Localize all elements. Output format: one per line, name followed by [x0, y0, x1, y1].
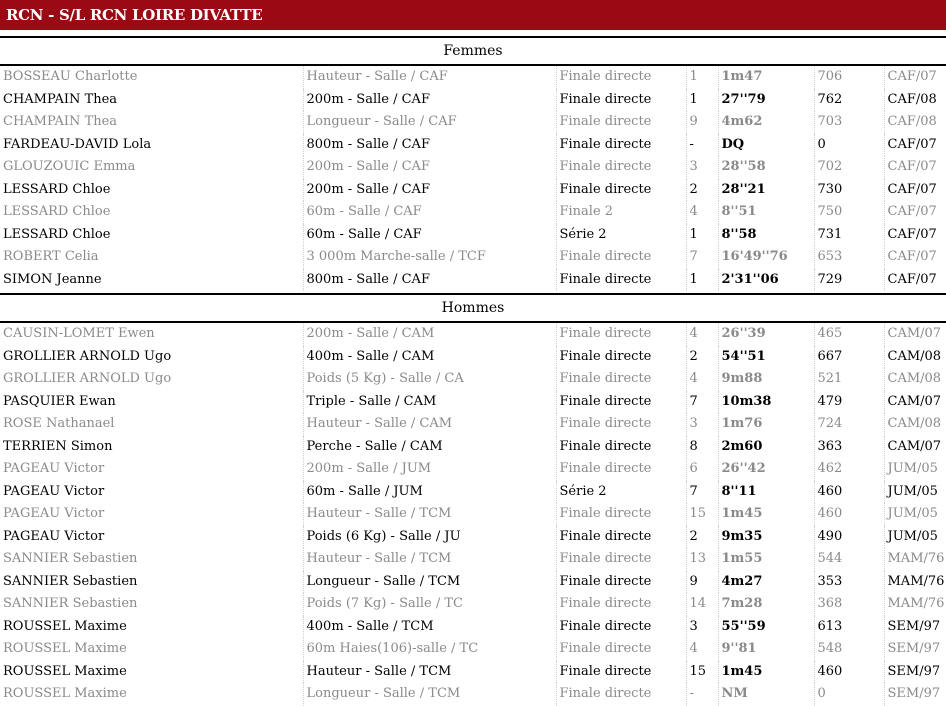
- category-cell: SEM/97: [887, 618, 941, 634]
- category-cell: CAM/07: [887, 393, 942, 409]
- category-cell: CAM/07: [887, 326, 942, 341]
- round-cell: Finale directe: [556, 571, 686, 594]
- table-row: [0, 323, 946, 346]
- points-cell: 479: [814, 391, 884, 414]
- round-cell: Finale directe: [556, 503, 686, 526]
- event-cell: 3 000m Marche-salle / TCF: [303, 246, 556, 269]
- page-header: [0, 0, 946, 30]
- table-row: [0, 481, 946, 504]
- round-cell: Finale directe: [556, 269, 686, 292]
- athlete-name-cell: PAGEAU Victor: [0, 503, 303, 526]
- athlete-name-cell: LESSARD Chloe: [0, 224, 303, 247]
- athlete-name-cell: SANNIER Sebastien: [0, 548, 303, 571]
- performance-cell: 55''59: [718, 616, 814, 639]
- place-cell: 7: [686, 391, 718, 414]
- points-cell: 368: [814, 593, 884, 616]
- table-row: [0, 413, 946, 436]
- event-cell: 60m Haies(106)-salle / TC: [303, 638, 556, 661]
- round-cell: Finale directe: [556, 683, 686, 706]
- event-cell: 200m - Salle / CAF: [303, 156, 556, 179]
- athlete-name-cell: ROSE Nathanael: [0, 413, 303, 436]
- athlete-name-cell: GROLLIER ARNOLD Ugo: [0, 368, 303, 391]
- event-cell: Longueur - Salle / CAF: [303, 111, 556, 134]
- category-cell: SEM/97: [887, 686, 941, 701]
- event-cell: Hauteur - Salle / CAM: [303, 413, 556, 436]
- place-cell: -: [686, 134, 718, 157]
- category-cell: CAF/07: [887, 271, 937, 287]
- category-cell: CAF/07: [887, 181, 937, 197]
- event-cell: 800m - Salle / CAF: [303, 269, 556, 292]
- performance-cell: 27''79: [718, 89, 814, 112]
- category-cell: CAF/08: [887, 114, 937, 129]
- round-cell: Finale directe: [556, 111, 686, 134]
- place-cell: 7: [686, 481, 718, 504]
- performance-cell: 54''51: [718, 346, 814, 369]
- points-cell: 653: [814, 246, 884, 269]
- performance-cell: 28''21: [718, 179, 814, 202]
- performance-cell: 10m38: [718, 391, 814, 414]
- athlete-name-cell: PASQUIER Ewan: [0, 391, 303, 414]
- athlete-name-cell: PAGEAU Victor: [0, 458, 303, 481]
- points-cell: 667: [814, 346, 884, 369]
- table-row: [0, 638, 946, 661]
- place-cell: 8: [686, 436, 718, 459]
- round-cell: Finale directe: [556, 368, 686, 391]
- performance-cell: 1m45: [718, 661, 814, 684]
- points-cell: 750: [814, 201, 884, 224]
- round-cell: Finale directe: [556, 436, 686, 459]
- place-cell: 4: [686, 368, 718, 391]
- event-cell: Hauteur - Salle / TCM: [303, 503, 556, 526]
- performance-cell: DQ: [718, 134, 814, 157]
- event-cell: Perche - Salle / CAM: [303, 436, 556, 459]
- athlete-name-cell: TERRIEN Simon: [0, 436, 303, 459]
- table-row: [0, 391, 946, 414]
- event-cell: Hauteur - Salle / CAF: [303, 66, 556, 89]
- athlete-name-cell: GROLLIER ARNOLD Ugo: [0, 346, 303, 369]
- athlete-name-cell: ROBERT Celia: [0, 246, 303, 269]
- athlete-name-cell: SANNIER Sebastien: [0, 571, 303, 594]
- athlete-name-cell: ROUSSEL Maxime: [0, 683, 303, 706]
- table-row: [0, 526, 946, 549]
- points-cell: 613: [814, 616, 884, 639]
- performance-cell: 2m60: [718, 436, 814, 459]
- athlete-name-cell: SANNIER Sebastien: [0, 593, 303, 616]
- round-cell: Finale directe: [556, 246, 686, 269]
- athlete-name-cell: CHAMPAIN Thea: [0, 111, 303, 134]
- round-cell: Finale directe: [556, 526, 686, 549]
- table-row: [0, 246, 946, 269]
- points-cell: 702: [814, 156, 884, 179]
- place-cell: 4: [686, 201, 718, 224]
- athlete-name-cell: ROUSSEL Maxime: [0, 661, 303, 684]
- table-row: [0, 179, 946, 202]
- round-cell: Finale directe: [556, 593, 686, 616]
- table-row: [0, 134, 946, 157]
- athlete-name-cell: PAGEAU Victor: [0, 526, 303, 549]
- event-cell: 200m - Salle / CAF: [303, 179, 556, 202]
- athlete-name-cell: SIMON Jeanne: [0, 269, 303, 292]
- performance-cell: 1m45: [718, 503, 814, 526]
- event-cell: Poids (7 Kg) - Salle / TC: [303, 593, 556, 616]
- category-cell: SEM/97: [887, 663, 941, 679]
- performance-cell: 4m62: [718, 111, 814, 134]
- event-cell: Hauteur - Salle / TCM: [303, 661, 556, 684]
- place-cell: 9: [686, 111, 718, 134]
- category-cell: CAF/07: [887, 226, 937, 242]
- category-cell: CAF/07: [887, 136, 937, 152]
- athlete-name-cell: ROUSSEL Maxime: [0, 616, 303, 639]
- event-cell: 200m - Salle / JUM: [303, 458, 556, 481]
- points-cell: 460: [814, 503, 884, 526]
- points-cell: 730: [814, 179, 884, 202]
- section-title: Hommes: [0, 293, 946, 323]
- points-cell: 363: [814, 436, 884, 459]
- table-row: [0, 458, 946, 481]
- place-cell: 7: [686, 246, 718, 269]
- place-cell: 1: [686, 269, 718, 292]
- table-row: [0, 548, 946, 571]
- table-row: [0, 111, 946, 134]
- table-row: [0, 616, 946, 639]
- event-cell: Longueur - Salle / TCM: [303, 571, 556, 594]
- place-cell: 1: [686, 66, 718, 89]
- performance-cell: 16'49''76: [718, 246, 814, 269]
- table-row: [0, 436, 946, 459]
- round-cell: Série 2: [556, 481, 686, 504]
- points-cell: 762: [814, 89, 884, 112]
- points-cell: 544: [814, 548, 884, 571]
- event-cell: Triple - Salle / CAM: [303, 391, 556, 414]
- event-cell: Longueur - Salle / TCM: [303, 683, 556, 706]
- athlete-name-cell: ROUSSEL Maxime: [0, 638, 303, 661]
- table-row: [0, 224, 946, 247]
- event-cell: Poids (6 Kg) - Salle / JU: [303, 526, 556, 549]
- athlete-name-cell: CAUSIN-LOMET Ewen: [0, 323, 303, 346]
- category-cell: JUM/05: [887, 528, 938, 544]
- event-cell: 400m - Salle / CAM: [303, 346, 556, 369]
- round-cell: Finale directe: [556, 346, 686, 369]
- event-cell: 60m - Salle / CAF: [303, 224, 556, 247]
- performance-cell: 2'31''06: [718, 269, 814, 292]
- round-cell: Finale directe: [556, 66, 686, 89]
- athlete-name-cell: PAGEAU Victor: [0, 481, 303, 504]
- round-cell: Finale directe: [556, 638, 686, 661]
- category-cell: CAF/07: [887, 204, 937, 219]
- event-cell: 60m - Salle / CAF: [303, 201, 556, 224]
- points-cell: 548: [814, 638, 884, 661]
- place-cell: 1: [686, 224, 718, 247]
- round-cell: Finale directe: [556, 548, 686, 571]
- performance-cell: 8''51: [718, 201, 814, 224]
- results-table: [0, 66, 946, 291]
- place-cell: 9: [686, 571, 718, 594]
- performance-cell: 1m76: [718, 413, 814, 436]
- event-cell: 200m - Salle / CAF: [303, 89, 556, 112]
- place-cell: 2: [686, 179, 718, 202]
- place-cell: 1: [686, 89, 718, 112]
- event-cell: 800m - Salle / CAF: [303, 134, 556, 157]
- category-cell: MAM/76: [887, 573, 945, 589]
- event-cell: 400m - Salle / TCM: [303, 616, 556, 639]
- round-cell: Finale directe: [556, 156, 686, 179]
- table-row: [0, 683, 946, 706]
- points-cell: 724: [814, 413, 884, 436]
- points-cell: 465: [814, 323, 884, 346]
- points-cell: 462: [814, 458, 884, 481]
- category-cell: JUM/05: [887, 506, 938, 521]
- event-cell: Poids (5 Kg) - Salle / CA: [303, 368, 556, 391]
- place-cell: 6: [686, 458, 718, 481]
- performance-cell: 9''81: [718, 638, 814, 661]
- points-cell: 353: [814, 571, 884, 594]
- round-cell: Finale directe: [556, 134, 686, 157]
- round-cell: Finale directe: [556, 661, 686, 684]
- performance-cell: 8''58: [718, 224, 814, 247]
- athlete-name-cell: BOSSEAU Charlotte: [0, 66, 303, 89]
- athlete-name-cell: LESSARD Chloe: [0, 201, 303, 224]
- table-row: [0, 593, 946, 616]
- category-cell: CAF/07: [887, 159, 937, 174]
- category-cell: JUM/05: [887, 461, 938, 476]
- round-cell: Finale directe: [556, 458, 686, 481]
- points-cell: 460: [814, 481, 884, 504]
- table-row: [0, 346, 946, 369]
- athlete-name-cell: LESSARD Chloe: [0, 179, 303, 202]
- points-cell: 0: [814, 683, 884, 706]
- table-row: [0, 661, 946, 684]
- points-cell: 729: [814, 269, 884, 292]
- performance-cell: 8''11: [718, 481, 814, 504]
- round-cell: Finale directe: [556, 179, 686, 202]
- table-row: [0, 269, 946, 292]
- category-cell: CAM/08: [887, 371, 942, 386]
- table-row: [0, 66, 946, 89]
- category-cell: CAF/07: [887, 69, 937, 84]
- round-cell: Finale directe: [556, 391, 686, 414]
- points-cell: 460: [814, 661, 884, 684]
- round-cell: Finale 2: [556, 201, 686, 224]
- round-cell: Finale directe: [556, 89, 686, 112]
- place-cell: 3: [686, 616, 718, 639]
- place-cell: 2: [686, 346, 718, 369]
- place-cell: 14: [686, 593, 718, 616]
- table-row: [0, 89, 946, 112]
- category-cell: SEM/97: [887, 641, 941, 656]
- points-cell: 521: [814, 368, 884, 391]
- athlete-name-cell: FARDEAU-DAVID Lola: [0, 134, 303, 157]
- round-cell: Finale directe: [556, 413, 686, 436]
- place-cell: -: [686, 683, 718, 706]
- round-cell: Finale directe: [556, 616, 686, 639]
- place-cell: 4: [686, 638, 718, 661]
- performance-cell: 9m35: [718, 526, 814, 549]
- category-cell: CAF/07: [887, 249, 937, 264]
- category-cell: CAM/08: [887, 348, 942, 364]
- category-cell: CAM/08: [887, 416, 942, 431]
- event-cell: Hauteur - Salle / TCM: [303, 548, 556, 571]
- performance-cell: 9m88: [718, 368, 814, 391]
- table-row: [0, 368, 946, 391]
- category-cell: MAM/76: [887, 551, 945, 566]
- event-cell: 60m - Salle / JUM: [303, 481, 556, 504]
- category-cell: CAM/07: [887, 438, 942, 454]
- performance-cell: 4m27: [718, 571, 814, 594]
- performance-cell: 26''42: [718, 458, 814, 481]
- table-row: [0, 571, 946, 594]
- place-cell: 15: [686, 503, 718, 526]
- category-cell: JUM/05: [887, 483, 938, 499]
- athlete-name-cell: CHAMPAIN Thea: [0, 89, 303, 112]
- performance-cell: 1m55: [718, 548, 814, 571]
- place-cell: 2: [686, 526, 718, 549]
- performance-cell: 1m47: [718, 66, 814, 89]
- table-row: [0, 503, 946, 526]
- points-cell: 731: [814, 224, 884, 247]
- category-cell: MAM/76: [887, 596, 945, 611]
- results-table: [0, 323, 946, 706]
- place-cell: 15: [686, 661, 718, 684]
- performance-cell: NM: [718, 683, 814, 706]
- place-cell: 3: [686, 156, 718, 179]
- performance-cell: 26''39: [718, 323, 814, 346]
- category-cell: CAF/08: [887, 91, 937, 107]
- points-cell: 706: [814, 66, 884, 89]
- place-cell: 4: [686, 323, 718, 346]
- round-cell: Série 2: [556, 224, 686, 247]
- athlete-name-cell: GLOUZOUIC Emma: [0, 156, 303, 179]
- points-cell: 703: [814, 111, 884, 134]
- points-cell: 0: [814, 134, 884, 157]
- section-title: Femmes: [0, 36, 946, 66]
- table-row: [0, 156, 946, 179]
- performance-cell: 7m28: [718, 593, 814, 616]
- results-container: [0, 36, 946, 706]
- event-cell: 200m - Salle / CAM: [303, 323, 556, 346]
- round-cell: Finale directe: [556, 323, 686, 346]
- place-cell: 13: [686, 548, 718, 571]
- points-cell: 490: [814, 526, 884, 549]
- place-cell: 3: [686, 413, 718, 436]
- table-row: [0, 201, 946, 224]
- performance-cell: 28''58: [718, 156, 814, 179]
- club-title: RCN - S/L RCN LOIRE DIVATTE: [6, 6, 263, 24]
